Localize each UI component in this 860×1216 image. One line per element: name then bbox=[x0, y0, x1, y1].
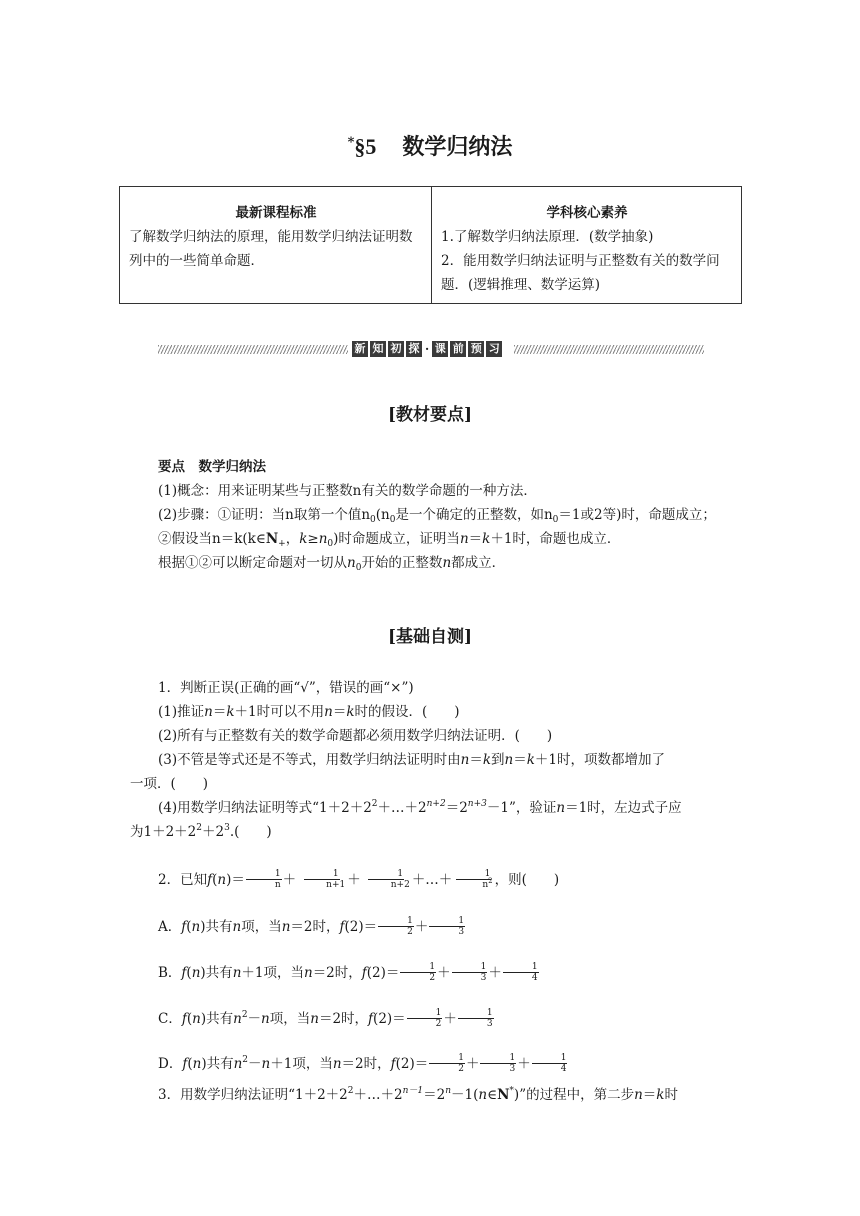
core-literacy-line-1: 1.了解数学归纳法原理．(数学抽象) bbox=[441, 229, 654, 245]
question-2-stem: 2．已知f(n)＝ $\frac{1}{n}$ ＋ $\frac{1}{n+1}$ ＋ $\frac{1}{n+2}$ ＋…＋ $\frac{1}{n^2}$ ，则( ) bbox=[158, 869, 560, 890]
core-literacy-header: 学科核心素养 bbox=[546, 205, 628, 221]
section-name: 数学归纳法 bbox=[402, 134, 513, 160]
option-d: D．f(n)共有$n^2-n+1$项，当n＝2时，f(2)＝ $\frac{1}{2}$ ＋ $\frac{1}{3}$ ＋ $\frac{1}{4}$ bbox=[158, 1053, 567, 1074]
q1-stem: 1．判断正误(正确的画“√”，错误的画“×”) bbox=[158, 680, 414, 696]
section-number: §5 bbox=[354, 134, 377, 159]
q1-item-2: (2)所有与正整数有关的数学命题都必须用数学归纳法证明．( ) bbox=[158, 728, 553, 744]
banner-char: 前 bbox=[450, 341, 466, 357]
concept-line: (1)概念：用来证明某些与正整数n有关的数学命题的一种方法． bbox=[158, 483, 537, 499]
q1-item-4: (4)用数学归纳法证明等式“$1+2+2^2+\dots+2^{n+2}=2^{n+3}-1$”，验证n＝1时，左边式子应 bbox=[158, 799, 682, 816]
step2-line: ②假设当$n=k(k\in N_+$，$k\ge n_0$)时命题成立，证明当n＝k＋1时，命题也成立． bbox=[158, 531, 621, 549]
banner-char: 知 bbox=[370, 341, 386, 357]
option-a: A．f(n)共有n项，当n＝2时，f(2)＝ $\frac{1}{2}$ ＋ $\frac{1}{3}$ bbox=[158, 916, 465, 937]
curriculum-standard-header: 最新课程标准 bbox=[235, 205, 317, 221]
textbook-points-body bbox=[130, 455, 734, 575]
banner-char: 预 bbox=[468, 341, 484, 357]
conclusion-line: 根据①②可以断定命题对一切从$n_0$开始的正整数n都成立． bbox=[158, 555, 506, 573]
q1-item-3-cont: 一项．( ) bbox=[130, 776, 209, 792]
curriculum-standard-cell bbox=[120, 187, 432, 304]
title-star: * bbox=[347, 135, 355, 150]
core-literacy-line-2: 2．能用数学归纳法证明与正整数有关的数学问题．(逻辑推理、数学运算) bbox=[441, 253, 720, 293]
steps-line: (2)步骤：①证明：当n取第一个值$n_0(n_0$是一个确定的正整数，如$n_0=1$或2等)时，命题成立； bbox=[158, 507, 716, 525]
page-title bbox=[0, 130, 860, 161]
option-b: B．f(n)共有n＋1项，当n＝2时，f(2)＝ $\frac{1}{2}$ ＋ $\frac{1}{3}$ ＋ $\frac{1}{4}$ bbox=[158, 962, 538, 983]
option-c: C．f(n)共有$n^2-n$项，当n＝2时，f(2)＝ $\frac{1}{2}$ ＋ $\frac{1}{3}$ bbox=[158, 1008, 493, 1029]
banner-char: 探 bbox=[406, 341, 422, 357]
banner-char: 初 bbox=[388, 341, 404, 357]
banner-hatch-right bbox=[514, 345, 704, 354]
section-banner bbox=[158, 340, 704, 358]
q1-item-4-cont: 为$1+2+2^2+2^3$.( ) bbox=[130, 823, 272, 840]
question-3-stem: 3．用数学归纳法证明“$1+2+2^2+\dots+2^{n-1}=2^n-1(n\in N^*)$”的过程中，第二步n＝k时 bbox=[158, 1086, 678, 1103]
q1-item-3: (3)不管是等式还是不等式，用数学归纳法证明时由n＝k到n＝k＋1时，项数都增加了 bbox=[158, 752, 665, 768]
banner-char: 新 bbox=[352, 341, 368, 357]
banner-tag bbox=[352, 340, 502, 358]
point-title: 要点 数学归纳法 bbox=[158, 459, 266, 475]
banner-dot: · bbox=[425, 342, 430, 356]
banner-hatch-left bbox=[158, 345, 348, 354]
q1-item-1: (1)推证n＝k＋1时可以不用n＝k时的假设．( ) bbox=[158, 704, 460, 720]
curriculum-standard-body: 了解数学归纳法的原理，能用数学归纳法证明数列中的一些简单命题． bbox=[129, 229, 413, 269]
textbook-points-heading: [教材要点] bbox=[387, 405, 473, 425]
self-test-heading: [基础自测] bbox=[387, 627, 473, 647]
banner-char: 习 bbox=[486, 341, 502, 357]
core-literacy-cell bbox=[432, 187, 742, 304]
question-1 bbox=[130, 676, 734, 844]
standards-table bbox=[119, 186, 742, 304]
banner-char: 课 bbox=[432, 341, 448, 357]
